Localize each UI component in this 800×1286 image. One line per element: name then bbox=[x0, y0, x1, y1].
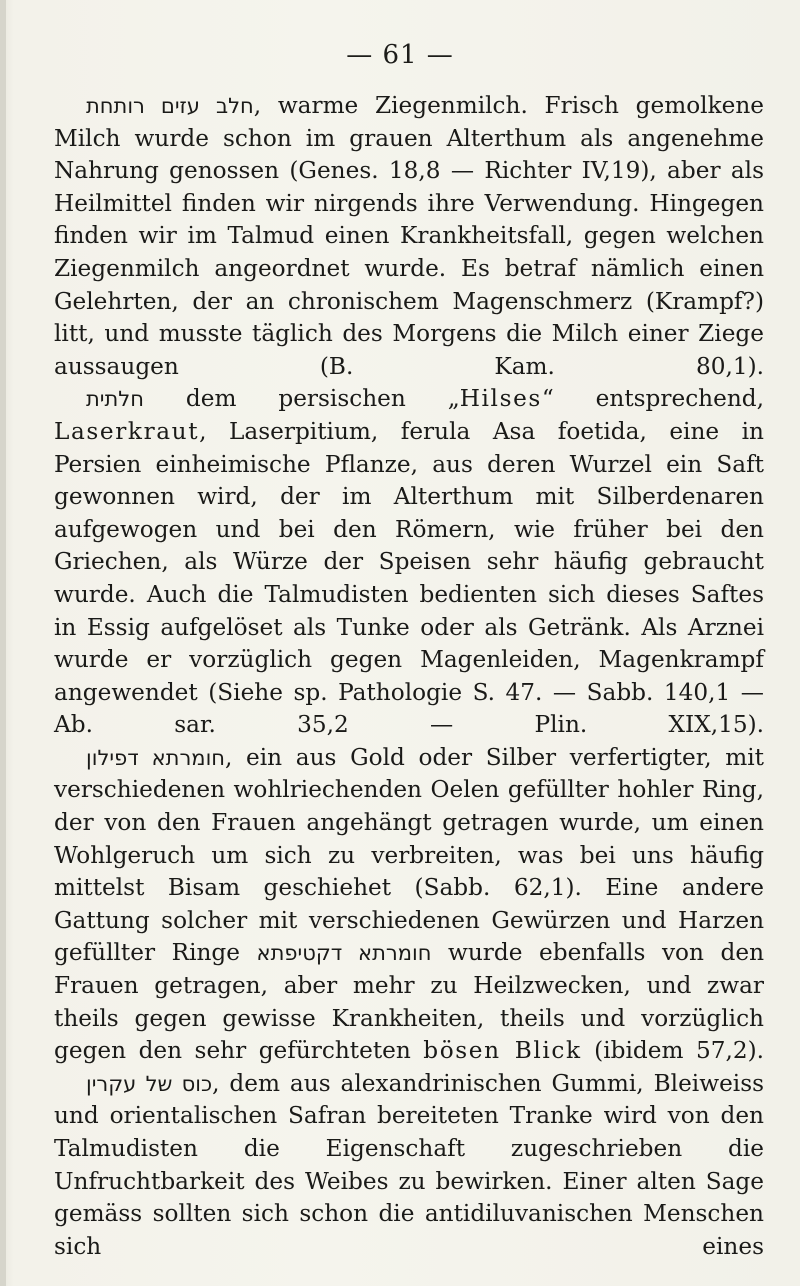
body-text bbox=[54, 90, 764, 1263]
paragraph-goat-milk bbox=[54, 90, 764, 383]
hebrew-term: כוס של עקרין bbox=[86, 1071, 213, 1096]
paragraph-text: wurde ebenfalls von den Frauen getragen, aber mehr zu Heilzwecken, und zwar theils gegen gewisse Krankheiten, theils und vorzüglich gegen den sehr gefürchteten bbox=[54, 939, 765, 1065]
page-edge-shadow bbox=[0, 0, 6, 1286]
paragraph-text: (ibidem 57,2). bbox=[581, 1037, 764, 1065]
paragraph-text: , dem aus alexandrinischen Gummi, Bleiweiss und orientalischen Safran bereiteten Tranke wird von den Talmudisten die Eigenschaft zugeschrieben die Unfruchtbarkeit des Weibes zu bewirken. Einer alten Sage gemäss sollten sich schon die antidiluvanischen Menschen sich eines bbox=[54, 1069, 765, 1260]
spaced-term: Hilses bbox=[459, 385, 542, 413]
paragraph-text: , warme Ziegenmilch. Frisch gemolkene Milch wurde schon im grauen Alterthum als angenehme Nahrung genossen (Genes. 18,8 — Richter IV,19), aber als Heilmittel finden wir nirgends ihre Verwendung. Hingegen finden wir im Talmud einen Krankheitsfall, gegen welchen Ziegenmilch angeordnet wurde. Es betraf nämlich einen Gelehrten, der an chronischem Magenschmerz (Krampf?) litt, und musste täglich des Morgens die Milch einer Ziege aussaugen (B. Kam. 80,1). bbox=[54, 92, 764, 380]
spaced-term: Laserkraut bbox=[54, 417, 200, 445]
paragraph-perfume-ring bbox=[54, 742, 764, 1068]
paragraph-text: “ entsprechend, bbox=[541, 385, 764, 413]
hebrew-term: חומרתא דקטיפתא bbox=[256, 941, 432, 966]
paragraph-sterility-cup bbox=[54, 1068, 764, 1264]
page-number: — 61 — bbox=[346, 40, 454, 70]
hebrew-term: חלב עזים רותחת bbox=[86, 94, 254, 118]
paragraph-laserkraut bbox=[54, 383, 764, 742]
paragraph-text: , Laserpitium, ferula Asa foetida, eine in Persien einheimische Pflanze, aus deren Wurzel ein Saft gewonnen wird, der im Alterthum mit Silberdenaren aufgewogen und bei den Römern, wie früher bei den Griechen, als Würze der Speisen sehr häufig gebraucht wurde. Auch die Talmudisten bedienten sich dieses Saftes in Essig aufgelöset als Tunke oder als Getränk. Als Arznei wurde er vorzüglich gegen Magenleiden, Magenkrampf angewendet (Siehe sp. Pathologie S. 47. — Sabb. 140,1 — Ab. sar. 35,2 — Plin. XIX,15). bbox=[54, 417, 764, 739]
spaced-term: bösen Blick bbox=[423, 1037, 582, 1065]
paragraph-text: dem persischen „ bbox=[143, 385, 460, 413]
hebrew-term: חומרתא דפילון bbox=[86, 745, 226, 770]
paragraph-text: , ein aus Gold oder Silber verfertigter, mit verschiedenen wohlriechenden Oelen gefüllter hohler Ring, der von den Frauen angehängt getragen wurde, um einen Wohlgeruch um sich zu verbreiten, was bei uns häufig mittelst Bisam geschiehet (Sabb. 62,1). Eine andere Gattung solcher mit verschiedenen Gewürzen und Harzen gefüllter Ringe bbox=[54, 743, 764, 967]
hebrew-term: חלתית bbox=[86, 387, 144, 412]
